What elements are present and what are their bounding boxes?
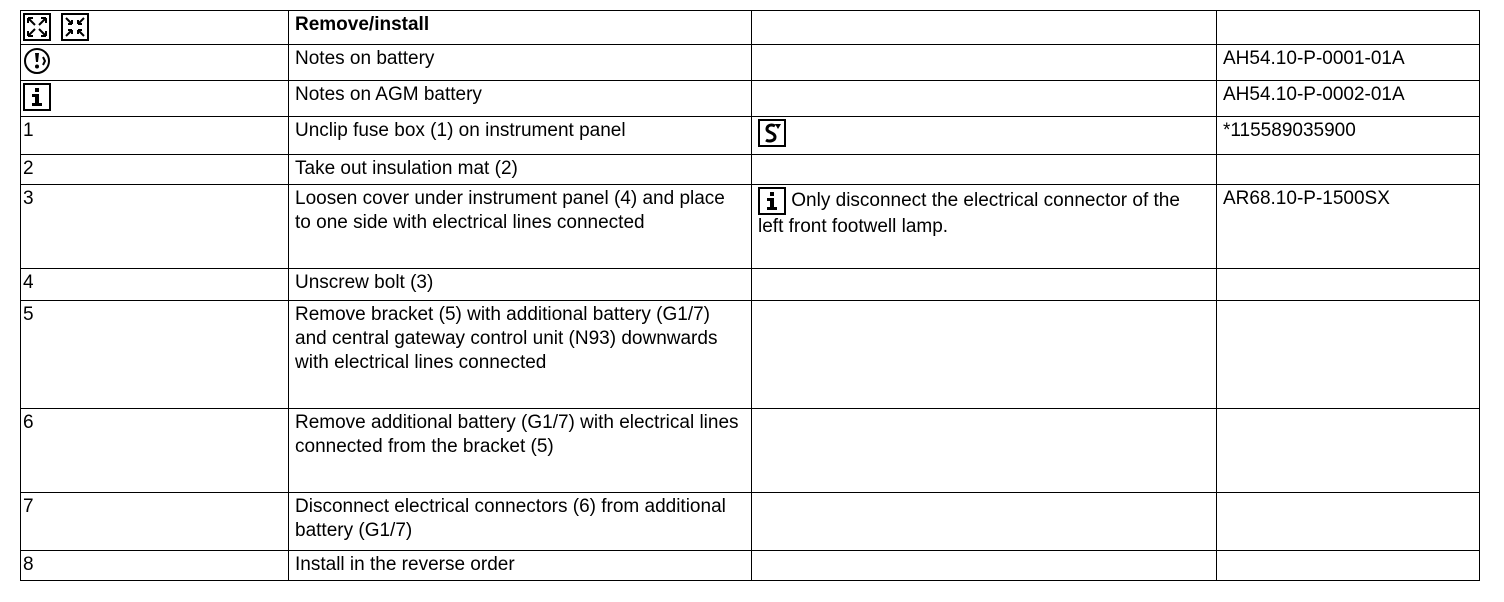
note-cell bbox=[752, 155, 1217, 185]
step-text: Notes on battery bbox=[289, 45, 752, 81]
table-row bbox=[21, 301, 1480, 409]
note-cell bbox=[752, 301, 1217, 409]
step-number: 5 bbox=[21, 301, 289, 409]
step-text: Install in the reverse order bbox=[289, 551, 752, 581]
step-text: Remove bracket (5) with additional battery (G1/7) and central gateway control unit (N93) downwards with electrical lines connected bbox=[289, 301, 752, 409]
table-row bbox=[21, 409, 1480, 493]
procedure-table bbox=[20, 10, 1480, 581]
step-text: Notes on AGM battery bbox=[289, 81, 752, 117]
step-text: Disconnect electrical connectors (6) from additional battery (G1/7) bbox=[289, 493, 752, 551]
step-cell bbox=[21, 11, 289, 45]
reference-cell bbox=[1217, 551, 1480, 581]
info-icon bbox=[758, 187, 786, 215]
step-number: 6 bbox=[21, 409, 289, 493]
note-cell bbox=[752, 493, 1217, 551]
step-cell bbox=[21, 81, 289, 117]
table-row bbox=[21, 11, 1480, 45]
step-text: Loosen cover under instrument panel (4) and place to one side with electrical lines connected bbox=[289, 185, 752, 269]
special-tool-icon bbox=[758, 119, 786, 147]
step-number: 2 bbox=[21, 155, 289, 185]
table-row bbox=[21, 269, 1480, 301]
table-row bbox=[21, 551, 1480, 581]
reference-link[interactable]: AR68.10-P-1500SX bbox=[1217, 185, 1480, 269]
note-cell bbox=[752, 409, 1217, 493]
table-row bbox=[21, 45, 1480, 81]
info-icon bbox=[23, 83, 51, 111]
reference-link[interactable]: AH54.10-P-0002-01A bbox=[1217, 81, 1480, 117]
step-text: Unscrew bolt (3) bbox=[289, 269, 752, 301]
table-row bbox=[21, 493, 1480, 551]
step-text: Unclip fuse box (1) on instrument panel bbox=[289, 117, 752, 155]
step-number: 1 bbox=[21, 117, 289, 155]
step-text: Remove/install bbox=[289, 11, 752, 45]
table-row bbox=[21, 155, 1480, 185]
reference-link[interactable]: *115589035900 bbox=[1217, 117, 1480, 155]
note-cell bbox=[752, 269, 1217, 301]
table-row bbox=[21, 81, 1480, 117]
install-icon bbox=[61, 13, 89, 41]
note-cell bbox=[752, 45, 1217, 81]
reference-cell bbox=[1217, 301, 1480, 409]
step-text: Take out insulation mat (2) bbox=[289, 155, 752, 185]
warning-icon bbox=[23, 47, 51, 75]
step-number: 3 bbox=[21, 185, 289, 269]
reference-cell bbox=[1217, 493, 1480, 551]
table-row bbox=[21, 117, 1480, 155]
reference-link[interactable]: AH54.10-P-0001-01A bbox=[1217, 45, 1480, 81]
note-cell bbox=[752, 81, 1217, 117]
step-number: 8 bbox=[21, 551, 289, 581]
remove-icon bbox=[23, 13, 51, 41]
reference-cell bbox=[1217, 155, 1480, 185]
table-row bbox=[21, 185, 1480, 269]
step-text: Remove additional battery (G1/7) with electrical lines connected from the bracket (5) bbox=[289, 409, 752, 493]
note-cell bbox=[752, 117, 1217, 155]
step-number: 4 bbox=[21, 269, 289, 301]
reference-cell bbox=[1217, 269, 1480, 301]
step-number: 7 bbox=[21, 493, 289, 551]
note-cell bbox=[752, 551, 1217, 581]
reference-cell bbox=[1217, 11, 1480, 45]
step-cell bbox=[21, 45, 289, 81]
note-cell bbox=[752, 11, 1217, 45]
reference-cell bbox=[1217, 409, 1480, 493]
note-cell bbox=[752, 185, 1217, 269]
note-text: Only disconnect the electrical connector of the left front footwell lamp. bbox=[758, 190, 1180, 237]
